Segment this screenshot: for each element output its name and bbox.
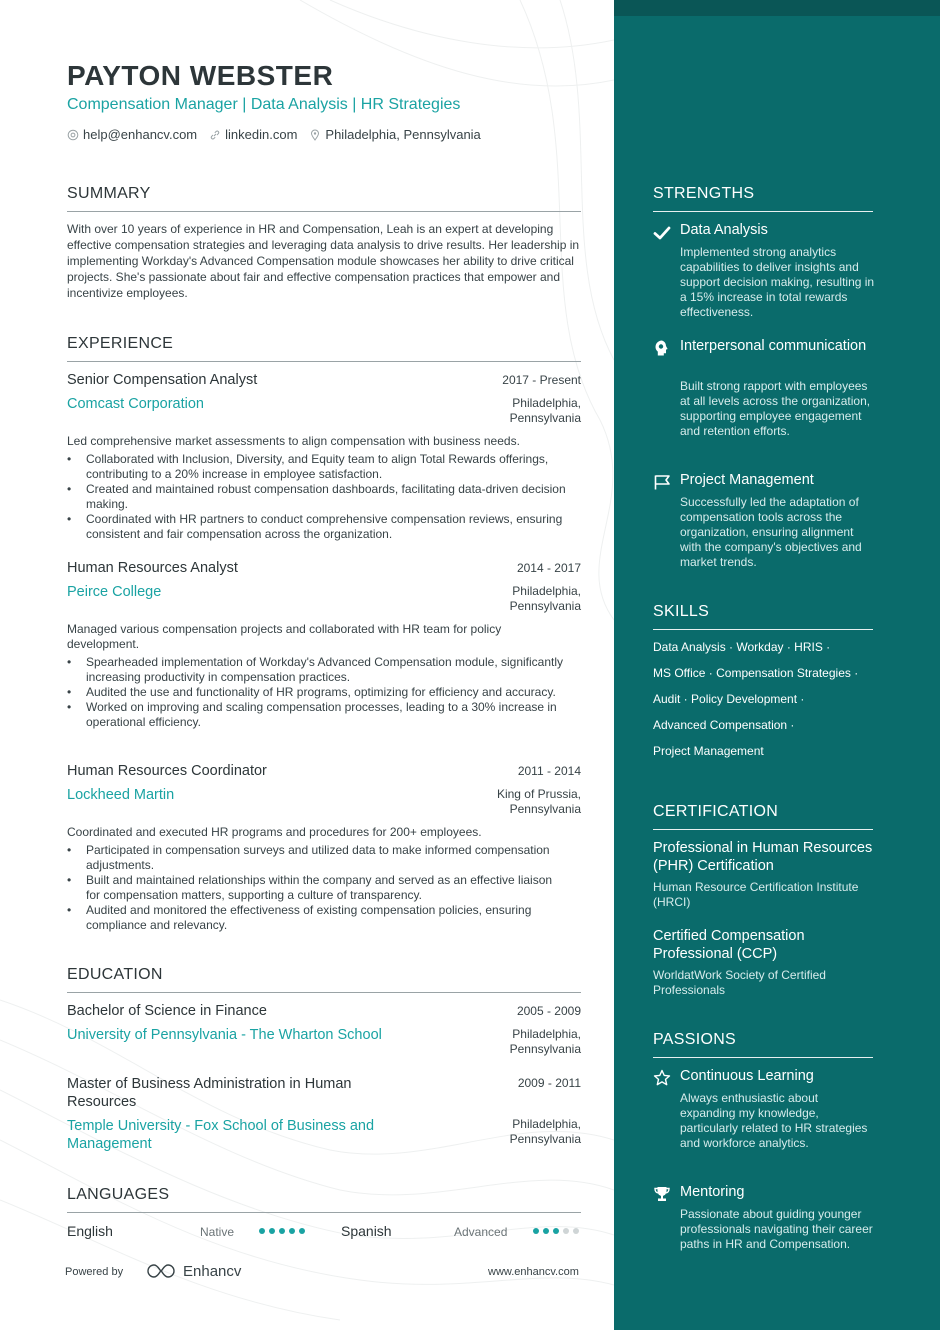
strength-title: Interpersonal communication: [680, 338, 867, 354]
cert-title: Professional in Human Resources (PHR) Certification: [653, 840, 873, 874]
footer-url[interactable]: www.enhancv.com: [488, 1266, 579, 1278]
edu-date: 2005 - 2009: [516, 1004, 581, 1018]
proficiency-dot-filled: [259, 1228, 265, 1234]
job-bullet: • Spearheaded implementation of Workday's Advanced Compensation module, significantly increasing productivity in compensation practices.: [67, 655, 567, 685]
certification-divider: [653, 829, 873, 830]
job-description: Led comprehensive market assessments to align compensation with business needs.: [67, 434, 520, 448]
proficiency-dot-filled: [553, 1228, 559, 1234]
job-bullet: • Built and maintained relationships within the company and served as an effective liaison for compensation matters, supporting a culture of transparency.: [67, 873, 567, 903]
job-company: Lockheed Martin: [67, 787, 175, 803]
job-bullets: [67, 452, 583, 542]
proficiency-dot-filled: [269, 1228, 275, 1234]
language-name: Spanish: [341, 1223, 392, 1239]
powered-by-label: Powered by: [65, 1266, 124, 1278]
job-company: Peirce College: [67, 584, 162, 600]
job-description: Managed various compensation projects and collaborated with HR team for policy development.: [67, 622, 502, 651]
enhancv-logo-text: Enhancv: [183, 1262, 242, 1280]
skills-line: Data Analysis · Workday · HRIS ·: [653, 640, 831, 654]
strengths-divider: [653, 211, 873, 212]
edu-date: 2009 - 2011: [517, 1076, 581, 1090]
strength-text: Successfully led the adaptation of compensation tools across the organization, ensuring alignment with the company's objectives and market trends.: [680, 495, 862, 569]
education-divider: [67, 992, 581, 993]
passions-title: PASSIONS: [653, 1031, 737, 1048]
job-date: 2011 - 2014: [517, 764, 581, 778]
proficiency-dot-filled: [289, 1228, 295, 1234]
proficiency-dot-empty: [573, 1228, 579, 1234]
summary-title: SUMMARY: [67, 185, 151, 202]
job-role: Human Resources Coordinator: [67, 763, 267, 779]
job-location: Philadelphia, Pennsylvania: [509, 584, 581, 613]
job-date: 2017 - Present: [502, 373, 581, 387]
job-bullets: [67, 843, 567, 933]
strength-text: Implemented strong analytics capabilities to deliver insights and support decision making, resulting in a 15% increase in total rewards effectiveness.: [680, 245, 875, 319]
contact-email[interactable]: [67, 127, 197, 142]
contact-info: [67, 127, 481, 142]
enhancv-logo-icon: [145, 1262, 177, 1280]
cert-title: Certified Compensation Professional (CCP): [653, 928, 805, 962]
language-proficiency-dots: [259, 1228, 305, 1234]
edu-location: Philadelphia, Pennsylvania: [509, 1117, 581, 1146]
cert-issuer: Human Resource Certification Institute (HRCI): [653, 880, 859, 909]
education-title: EDUCATION: [67, 966, 163, 983]
summary-divider: [67, 211, 581, 212]
language-proficiency-dots: [533, 1228, 579, 1234]
candidate-name: PAYTON WEBSTER: [67, 60, 334, 91]
language-name: English: [67, 1223, 113, 1239]
passion-text: Always enthusiastic about expanding my knowledge, particularly related to HR strategies and workforce analytics.: [680, 1091, 868, 1150]
summary-text: With over 10 years of experience in HR and Compensation, Leah is an expert at developing effective compensation strategies and leveraging data analysis to drive results. Her leadership in implementing Workday's Advanced Compensation module showcases her ability to drive critical projects. She's passionate about fair and effective compensation practices that empower and incentivize employees.: [67, 222, 580, 300]
experience-title: EXPERIENCE: [67, 335, 174, 352]
enhancv-logo[interactable]: [145, 1262, 241, 1280]
job-bullet: • Worked on improving and scaling compensation processes, leading to a 30% increase in operational efficiency.: [67, 700, 567, 730]
at-icon: [67, 129, 79, 141]
proficiency-dot-filled: [279, 1228, 285, 1234]
skills-line: Advanced Compensation ·: [653, 718, 795, 732]
contact-linkedin[interactable]: [209, 127, 297, 142]
job-location: King of Prussia, Pennsylvania: [496, 787, 581, 816]
edu-degree: Master of Business Administration in Human Resources: [67, 1076, 352, 1110]
skills-title: SKILLS: [653, 603, 710, 620]
contact-email-text: help@enhancv.com: [83, 127, 198, 142]
job-role: Human Resources Analyst: [67, 560, 238, 576]
cert-issuer: WorldatWork Society of Certified Professionals: [653, 968, 826, 997]
job-role: Senior Compensation Analyst: [67, 372, 258, 388]
certification-title: CERTIFICATION: [653, 803, 779, 820]
flag-icon: [653, 473, 671, 491]
skills-divider: [653, 629, 873, 630]
strength-title: Project Management: [680, 472, 814, 488]
skills-line: Audit · Policy Development ·: [653, 692, 805, 706]
edu-school: University of Pennsylvania - The Wharton School: [67, 1027, 382, 1043]
sidebar-top-band: [614, 0, 940, 16]
strength-title: Data Analysis: [680, 222, 768, 238]
skills-line: MS Office · Compensation Strategies ·: [653, 666, 859, 680]
edu-degree: Bachelor of Science in Finance: [67, 1003, 267, 1019]
job-bullet: • Collaborated with Inclusion, Diversity, and Equity team to align Total Rewards offerings, contributing to a 20% increase in employee satisfaction.: [67, 452, 583, 482]
strengths-title: STRENGTHS: [653, 185, 755, 202]
job-bullet: • Participated in compensation surveys and utilized data to make informed compensation adjustments.: [67, 843, 567, 873]
languages-divider: [67, 1212, 581, 1213]
headline: Compensation Manager | Data Analysis | HR Strategies: [67, 96, 461, 113]
language-level: Native: [200, 1225, 235, 1239]
job-bullet: • Coordinated with HR partners to conduct comprehensive compensation reviews, ensuring consistent and fair compensation across the organization.: [67, 512, 583, 542]
experience-divider: [67, 361, 581, 362]
edu-school: Temple University - Fox School of Business and Management: [67, 1118, 375, 1152]
head-icon: [653, 339, 671, 357]
star-icon: [653, 1069, 671, 1087]
passion-title: Continuous Learning: [680, 1068, 814, 1084]
job-bullet: • Created and maintained robust compensation dashboards, facilitating data-driven decision making.: [67, 482, 583, 512]
proficiency-dot-empty: [563, 1228, 569, 1234]
job-bullet: • Audited the use and functionality of HR programs, optimizing for efficiency and accuracy.: [67, 685, 567, 700]
proficiency-dot-filled: [533, 1228, 539, 1234]
location-pin-icon: [309, 129, 321, 141]
languages-title: LANGUAGES: [67, 1186, 170, 1203]
contact-linkedin-text: linkedin.com: [225, 127, 298, 142]
edu-location: Philadelphia, Pennsylvania: [509, 1027, 581, 1056]
language-level: Advanced: [454, 1225, 508, 1239]
proficiency-dot-filled: [299, 1228, 305, 1234]
job-bullets: [67, 655, 567, 730]
trophy-icon: [653, 1185, 671, 1203]
job-location: Philadelphia, Pennsylvania: [509, 396, 581, 425]
job-description: Coordinated and executed HR programs and procedures for 200+ employees.: [67, 825, 482, 839]
job-company: Comcast Corporation: [67, 396, 204, 412]
link-icon: [209, 129, 221, 141]
passions-divider: [653, 1057, 873, 1058]
check-icon: [653, 224, 671, 242]
strength-text: Built strong rapport with employees at all levels across the organization, supporting employee engagement and retention efforts.: [680, 379, 871, 438]
passion-title: Mentoring: [680, 1184, 745, 1200]
passion-text: Passionate about guiding younger professionals navigating their career paths in HR and Compensation.: [680, 1207, 873, 1251]
job-bullet: • Audited and monitored the effectiveness of existing compensation policies, ensuring compliance and relevancy.: [67, 903, 567, 933]
job-date: 2014 - 2017: [516, 561, 581, 575]
skills-line: Project Management: [653, 744, 764, 758]
contact-location-text: Philadelphia, Pennsylvania: [325, 127, 481, 142]
proficiency-dot-filled: [543, 1228, 549, 1234]
contact-location: [309, 127, 480, 142]
